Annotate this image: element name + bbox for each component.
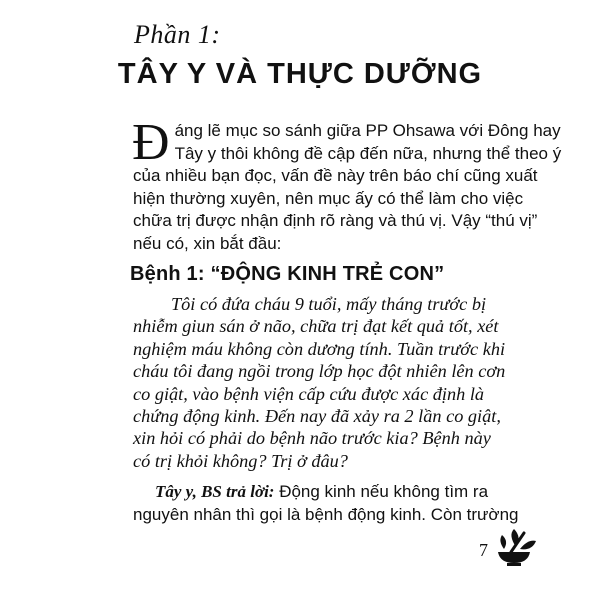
intro-paragraph (132, 114, 563, 255)
intro-text: áng lẽ mục so sánh giữa PP Ohsawa với Đông hay Tây y thôi không đề cập đến nữa, nhưng thể theo ý của nhiều bạn đọc, vấn đề này trên báo chí cũng xuất hiện thường xuyên, nên mục ấy có thể làm cho việc chữa trị được nhận định rõ ràng và thú vị. Vậy “thú vị” nếu có, xin bắt đầu: (133, 121, 562, 253)
chapter-title: TÂY Y VÀ THỰC DƯỠNG (117, 58, 483, 90)
answer-lead: Tây y, BS trả lời: (155, 482, 275, 501)
doctor-answer (133, 480, 523, 526)
reader-question: Tôi có đứa cháu 9 tuổi, mấy tháng trước bị nhiễm giun sán ở não, chữa trị đạt kết quả tốt, xét nghiệm máu không còn dương tính. Tuần trước khi cháu tôi đang ngồi trong lớp học đột nhiên lên cơn co giật, vào bệnh viện cấp cứu được xác định là chứng động kinh. Đến nay đã xảy ra 2 lần co giật, xin hỏi có phải do bệnh não trước kia? Bệnh này có trị khỏi không? Trị ở đâu? (133, 294, 506, 471)
disease-heading: Bệnh 1: “ĐỘNG KINH TRẺ CON” (130, 263, 445, 285)
drop-cap: Đ (132, 114, 170, 171)
mortar-and-pestle-with-leaves-icon (494, 527, 542, 567)
answer-text: Động kinh nếu không tìm ra nguyên nhân thì gọi là bệnh động kinh. Còn trường (133, 482, 519, 524)
part-heading: Phần 1: (134, 20, 221, 49)
page-number: 7 (479, 540, 488, 560)
